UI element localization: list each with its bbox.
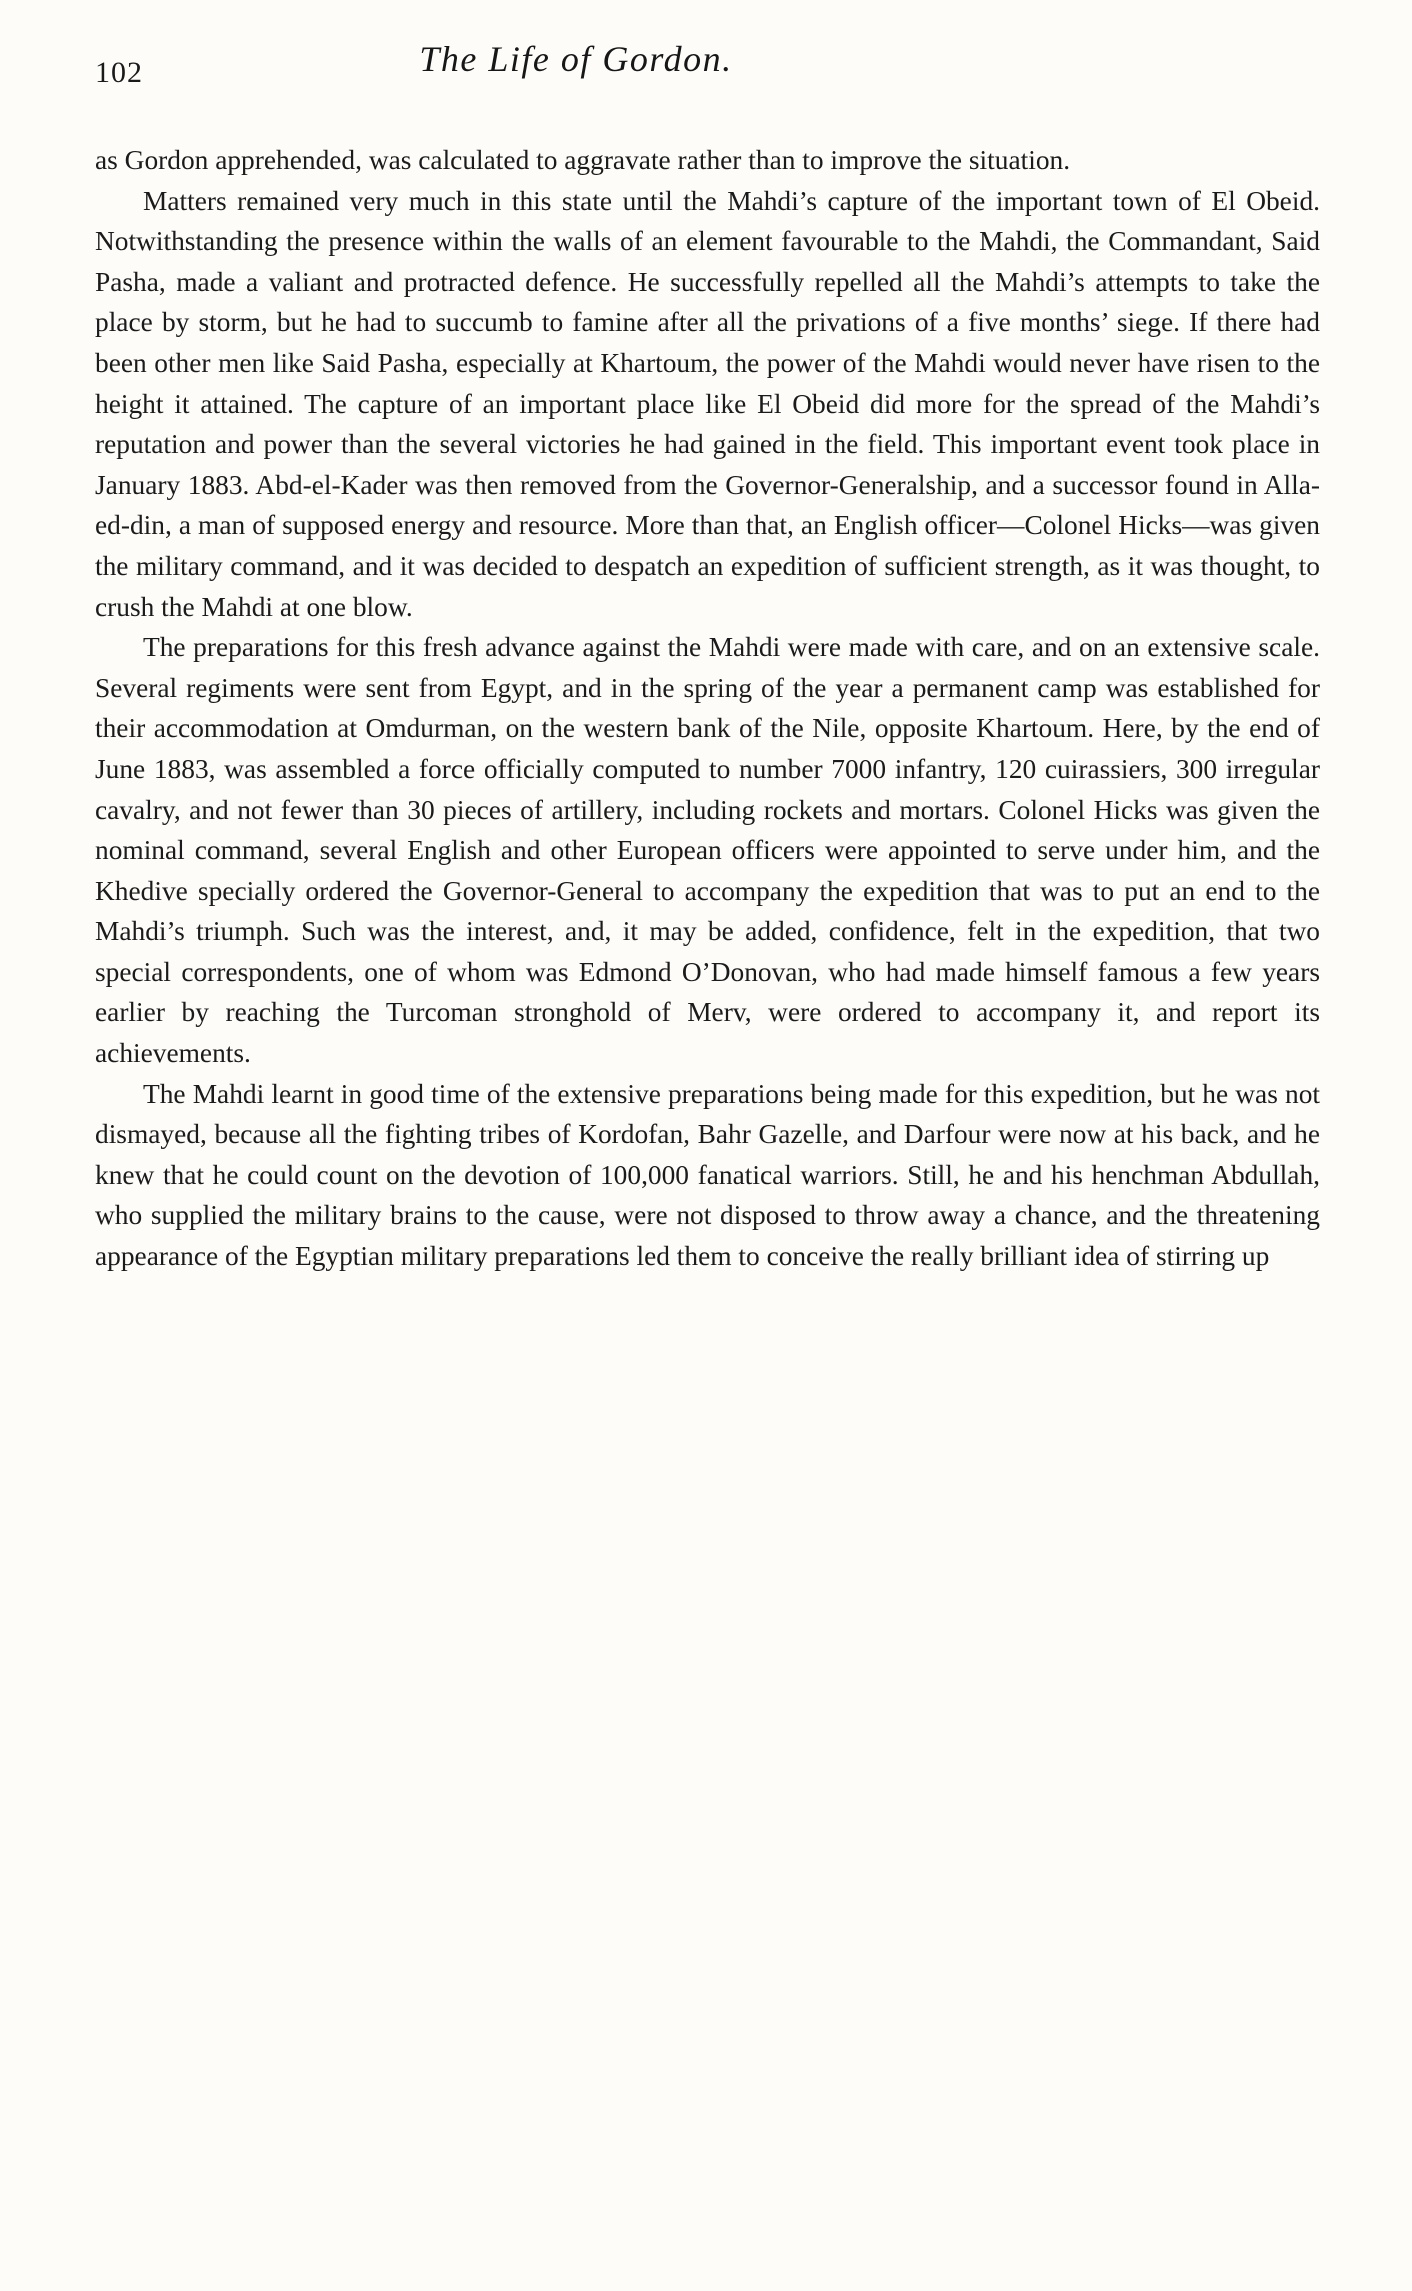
paragraph-1: as Gordon apprehended, was calculated to aggravate rather than to improve the situation. [95, 145, 1071, 175]
paragraph-2: Matters remained very much in this state until the Mahdi’s capture of the important town of El Obeid. Notwithstanding the presence within the walls of an element favourable to the Mahdi, the Commandant, Said Pasha, made a valiant and protracted defence. He successfully repelled all the Mahdi’s attempts to take the place by storm, but he had to succumb to famine after all the privations of a five months’ siege. If there had been other men like Said Pasha, especially at Khartoum, the power of the Mahdi would never have risen to the height it attained. The capture of an important place like El Obeid did more for the spread of the Mahdi’s reputation and power than the several victories he had gained in the field. This important event took place in January 1883. Abd-el-Kader was then removed from the Governor-Generalship, and a successor found in Alla-ed-din, a man of supposed energy and resource. More than that, an English officer—Colonel Hicks—was given the military command, and it was decided to despatch an expedition of sufficient strength, as it was thought, to crush the Mahdi at one blow. [95, 185, 1320, 622]
page-number: 102 [95, 56, 143, 89]
paragraph-4: The Mahdi learnt in good time of the extensive preparations being made for this expedition, but he was not dismayed, because all the fighting tribes of Kordofan, Bahr Gazelle, and Darfour were now at his back, and he knew that he could count on the devotion of 100,000 fanatical warriors. Still, he and his henchman Abdullah, who supplied the military brains to the cause, were not disposed to throw away a chance, and the threatening appearance of the Egyptian military preparations led them to conceive the really brilliant idea of stirring up [95, 1078, 1320, 1272]
paragraph-3: The preparations for this fresh advance against the Mahdi were made with care, and on an extensive scale. Several regiments were sent from Egypt, and in the spring of the year a permanent camp was established for their accommodation at Omdurman, on the western bank of the Nile, opposite Khartoum. Here, by the end of June 1883, was assembled a force officially computed to number 7000 infantry, 120 cuirassiers, 300 irregular cavalry, and not fewer than 30 pieces of artillery, including rockets and mortars. Colonel Hicks was given the nominal command, several English and other European officers were appointed to serve under him, and the Khedive specially ordered the Governor-General to accompany the expedition that was to put an end to the Mahdi’s triumph. Such was the interest, and, it may be added, confidence, felt in the expedition, that two special correspondents, one of whom was Edmond O’Donovan, who had made himself famous a few years earlier by reaching the Turcoman stronghold of Merv, were ordered to accompany it, and report its achievements. [95, 632, 1320, 1069]
body-text [95, 140, 1320, 1277]
page-header [95, 38, 1317, 98]
running-title: The Life of Gordon. [419, 39, 733, 79]
